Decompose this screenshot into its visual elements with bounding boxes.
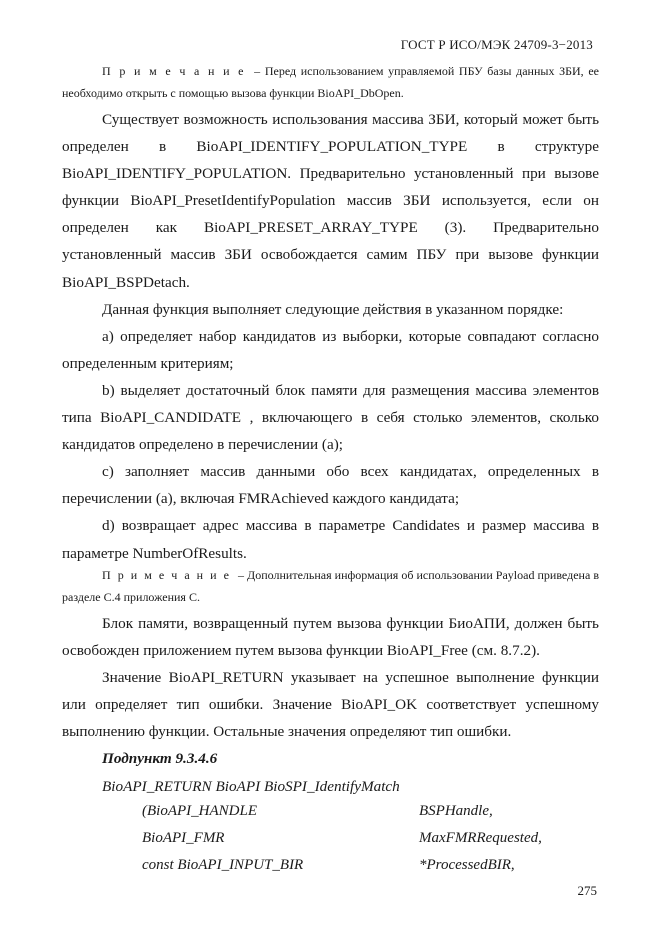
note-2-label: П р и м е ч а н и е (102, 568, 231, 582)
paragraph-memory-free: Блок памяти, возвращенный путем вызова функции БиоАПИ, должен быть освобожден приложением путем вызова функции BioAPI_Free (см. 8.7.2). (62, 615, 599, 660)
list-item-b: b) выделяет достаточный блок памяти для размещения массива элементов типа BioAPI_CANDIDATE , включающего в себя столько элементов, сколько кандидатов определено в перечислении (a); (62, 381, 599, 454)
note-1 (62, 60, 599, 104)
param-type: const BioAPI_INPUT_BIR (142, 856, 304, 873)
note-1-label: П р и м е ч а н и е (102, 64, 246, 78)
param-name: BSPHandle, (419, 802, 493, 819)
paragraph-actions-intro: Данная функция выполняет следующие действия в указанном порядке: (102, 300, 564, 318)
body-block-2 (62, 610, 599, 881)
param-name: MaxFMRRequested, (419, 829, 542, 846)
standard-header: ГОСТ Р ИСО/МЭК 24709-3−2013 (400, 37, 593, 52)
note-2 (62, 564, 599, 608)
function-signature: BioAPI_RETURN BioAPI BioSPI_IdentifyMatch (102, 777, 400, 795)
body-block-1 (62, 106, 599, 567)
param-type: BioAPI_FMR (142, 829, 225, 846)
page-number: 275 (577, 883, 597, 898)
param-row (62, 827, 599, 854)
list-item-c: c) заполняет массив данными обо всех кандидатах, определенных в перечислении (a), включая FMRAchieved каждого кандидата; (62, 463, 599, 508)
note-2-text: – Дополнительная информация об использовании Payload приведена в разделе С.4 приложения С. (62, 568, 599, 604)
param-row (62, 800, 599, 827)
subclause-heading: Подпункт 9.3.4.6 (102, 750, 218, 768)
param-row (62, 854, 599, 881)
note-1-text: – Перед использованием управляемой ПБУ базы данных ЗБИ, ее необходимо открыть с помощью вызова функции BioAPI_DbOpen. (62, 64, 599, 100)
list-item-d: d) возвращает адрес массива в параметре Candidates и размер массива в параметре NumberOfResults. (62, 517, 599, 562)
param-type: (BioAPI_HANDLE (142, 802, 257, 819)
paragraph-population: Существует возможность использования массива ЗБИ, который может быть определен в BioAPI_IDENTIFY_POPULATION_TYPE в структуре BioAPI_IDENTIFY_POPULATION. Предварительно установленный при вызове функции BioAPI_PresetIdentifyPopulation массив ЗБИ используется, если он определен как BioAPI_PRESET_ARRAY_TYPE (3). Предварительно установленный массив ЗБИ освобождается самим ПБУ при вызове функции BioAPI_BSPDetach. (62, 111, 599, 291)
param-name: *ProcessedBIR, (419, 856, 515, 873)
paragraph-return-value: Значение BioAPI_RETURN указывает на успешное выполнение функции или определяет тип ошибки. Значение BioAPI_OK соответствует успешному выполнению функции. Остальные значения определяют тип ошибки. (62, 669, 599, 741)
list-item-a: a) определяет набор кандидатов из выборки, которые совпадают согласно определенным критериям; (62, 327, 599, 372)
